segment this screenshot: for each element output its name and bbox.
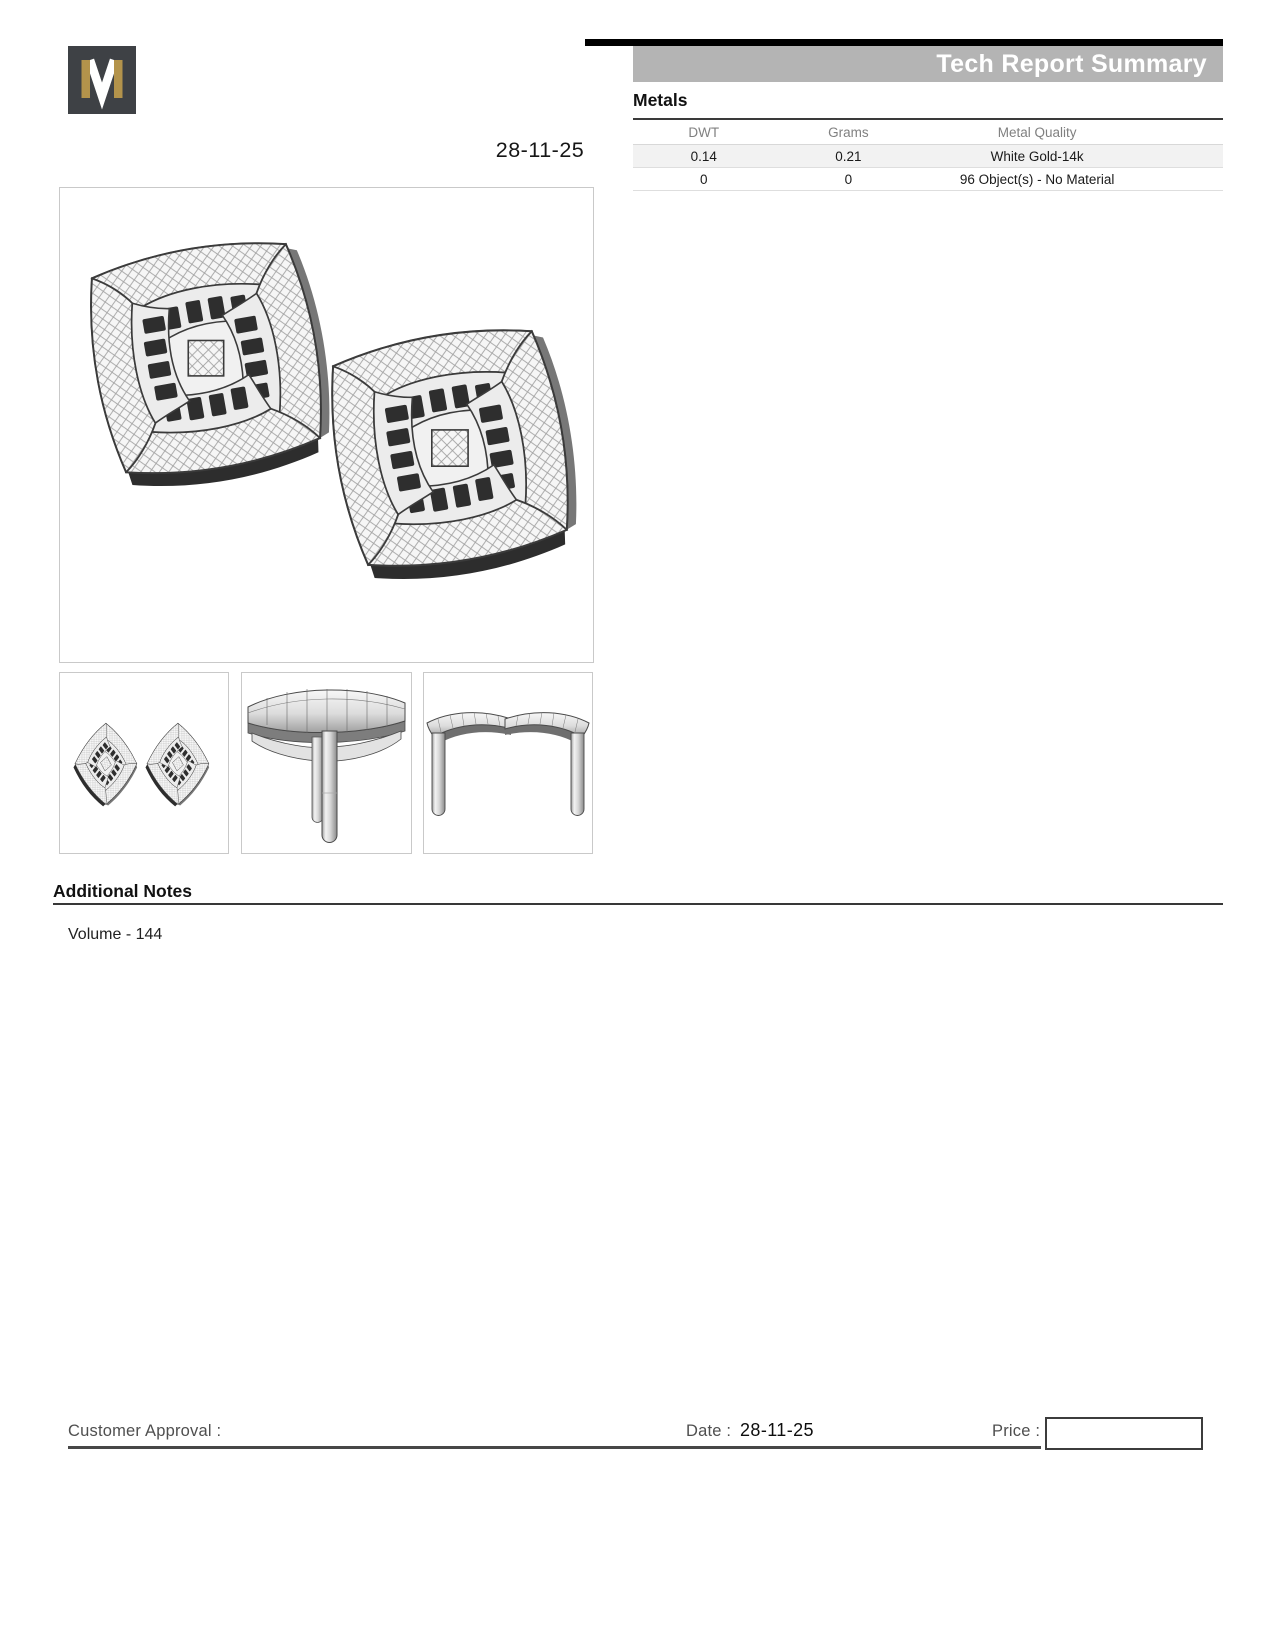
company-logo — [68, 46, 136, 114]
column-header-dwt: DWT — [688, 124, 720, 140]
customer-approval-label: Customer Approval : — [68, 1422, 222, 1440]
dwt-value: 0 — [700, 171, 708, 187]
metal-quality-value: White Gold-14k — [990, 148, 1084, 164]
thumbnail-underside-view — [241, 672, 412, 854]
main-render-frame — [59, 187, 594, 663]
thumbnail-front-view — [59, 672, 229, 854]
thumb-side-render — [424, 673, 592, 853]
dwt-value: 0.14 — [690, 148, 717, 164]
metals-table — [633, 118, 1223, 191]
volume-note: Volume - 144 — [68, 926, 163, 943]
footer-date-value: 28-11-25 — [740, 1420, 814, 1440]
report-date: 28-11-25 — [495, 138, 585, 162]
metal-quality-value: 96 Object(s) - No Material — [959, 171, 1115, 187]
thumb-underside-render — [242, 673, 411, 853]
report-title-bar: Tech Report Summary — [633, 46, 1223, 82]
table-row — [633, 168, 1223, 191]
additional-notes-rule — [53, 903, 1223, 905]
additional-notes-heading: Additional Notes — [53, 881, 193, 901]
metals-heading: Metals — [633, 90, 688, 110]
thumb-front-view-render — [60, 673, 228, 853]
header-black-strip — [585, 39, 1223, 46]
logo-m-icon — [68, 46, 136, 114]
column-header-metal-quality: Metal Quality — [997, 124, 1077, 140]
grams-value: 0 — [844, 171, 853, 187]
price-label: Price : — [992, 1422, 1041, 1440]
grams-value: 0.21 — [835, 148, 862, 164]
footer-date-label: Date : — [686, 1422, 732, 1440]
price-input-box[interactable] — [1045, 1417, 1203, 1450]
column-header-grams: Grams — [828, 124, 869, 140]
metals-table-header-row — [633, 120, 1223, 145]
thumbnail-side-view — [423, 672, 593, 854]
main-render — [60, 188, 593, 662]
table-row — [633, 145, 1223, 168]
signature-line — [68, 1446, 1041, 1449]
